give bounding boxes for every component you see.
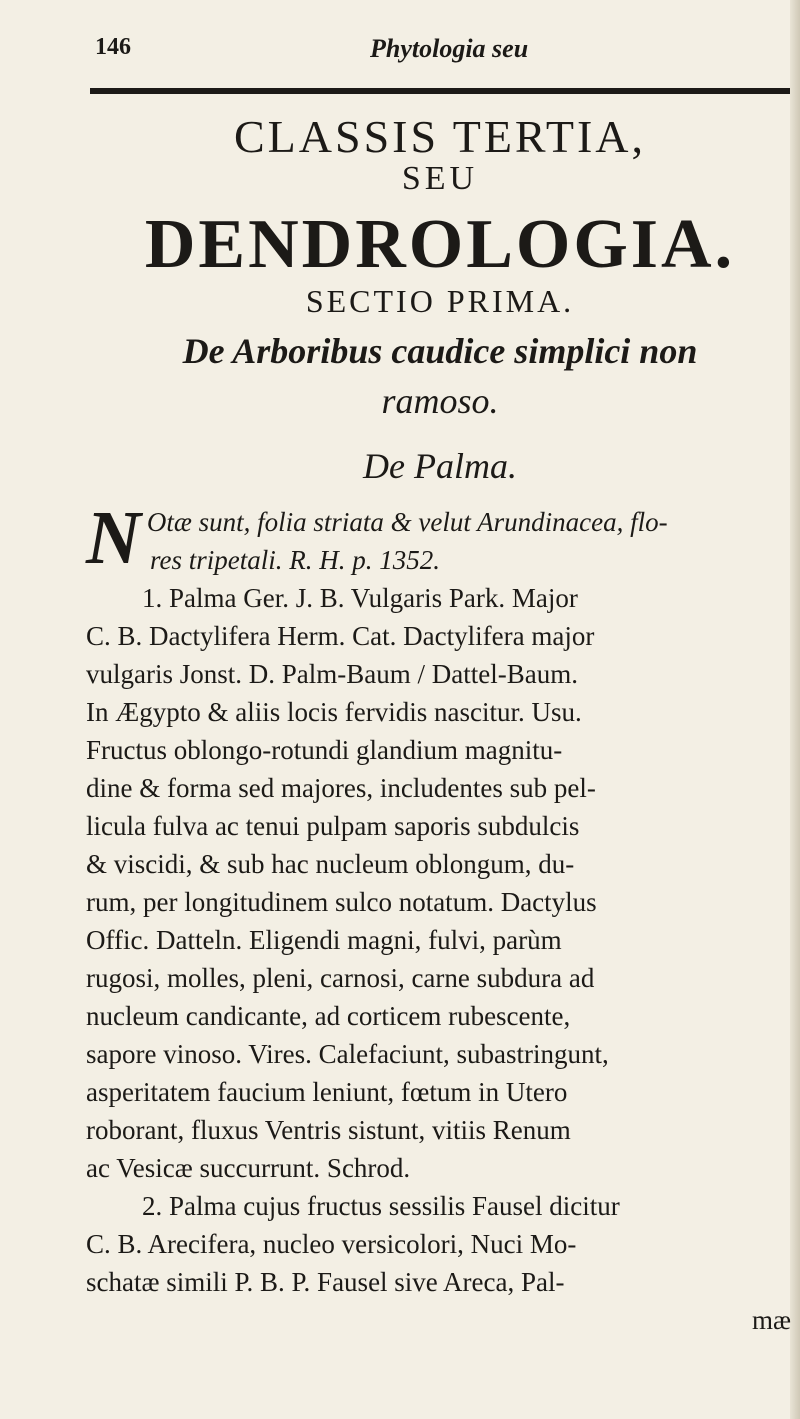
text-line: C. B. Dactylifera Herm. Cat. Dactylifera major [86,621,595,651]
text-line: sapore vinoso. Vires. Calefaciunt, subastringunt, [86,1039,609,1069]
text-line: & viscidi, & sub hac nucleum oblongum, du- [86,849,575,879]
text-line: nucleum candicante, ad corticem rubescente, [86,1001,571,1031]
section-heading: SECTIO PRIMA. [305,283,575,319]
seu-heading: SEU [401,160,479,197]
text-line: 1. Palma Ger. J. B. Vulgaris Park. Major [142,583,578,613]
header-rule [90,88,790,94]
text-line: asperitatem faucium leniunt, fœtum in Utero [86,1077,568,1107]
catchword: mæ [751,1305,791,1335]
chapter-heading: De Palma. [363,446,517,486]
text-line: C. B. Arecifera, nucleo versicolori, Nuci Mo- [86,1229,577,1259]
text-line: Offic. Datteln. Eligendi magni, fulvi, parùm [86,925,562,955]
text-line: licula fulva ac tenui pulpam saporis subdulcis [86,811,580,841]
running-head [95,34,785,74]
text-line: In Ægypto & aliis locis fervidis nascitur. Usu. [86,697,582,727]
drop-cap: N [86,496,141,580]
text-line: rugosi, molles, pleni, carnosi, carne subdura ad [86,963,595,993]
text-line: rum, per longitudinem sulco notatum. Dactylus [86,887,597,917]
classis-heading: CLASSIS TERTIA, [234,111,646,162]
text-line: schatæ simili P. B. P. Fausel sive Areca, Pal- [86,1267,565,1297]
text-line-content: Otæ sunt, folia striata & velut Arundinacea, flo- [146,507,668,537]
running-title: Phytologia seu [370,34,529,63]
page-number: 146 [95,34,131,60]
main-title: DENDROLOGIA. [144,206,736,283]
text-line: res tripetali. R. H. p. 1352. [150,545,440,575]
text-line: 2. Palma cujus fructus sessilis Fausel dicitur [142,1191,620,1221]
text-line: dine & forma sed majores, includentes sub pel- [86,773,596,803]
subtitle-line-2: ramoso. [381,381,499,421]
text-line: vulgaris Jonst. D. Palm-Baum / Dattel-Baum. [86,659,578,689]
text-line: Fructus oblongo-rotundi glandium magnitu- [86,735,563,765]
text-line: roborant, fluxus Ventris sistunt, vitiis Renum [86,1115,571,1145]
subtitle-line-1: De Arboribus caudice simplici non [182,331,698,371]
body-text [86,496,791,1339]
text-line: ac Vesicæ succurrunt. Schrod. [86,1153,411,1183]
